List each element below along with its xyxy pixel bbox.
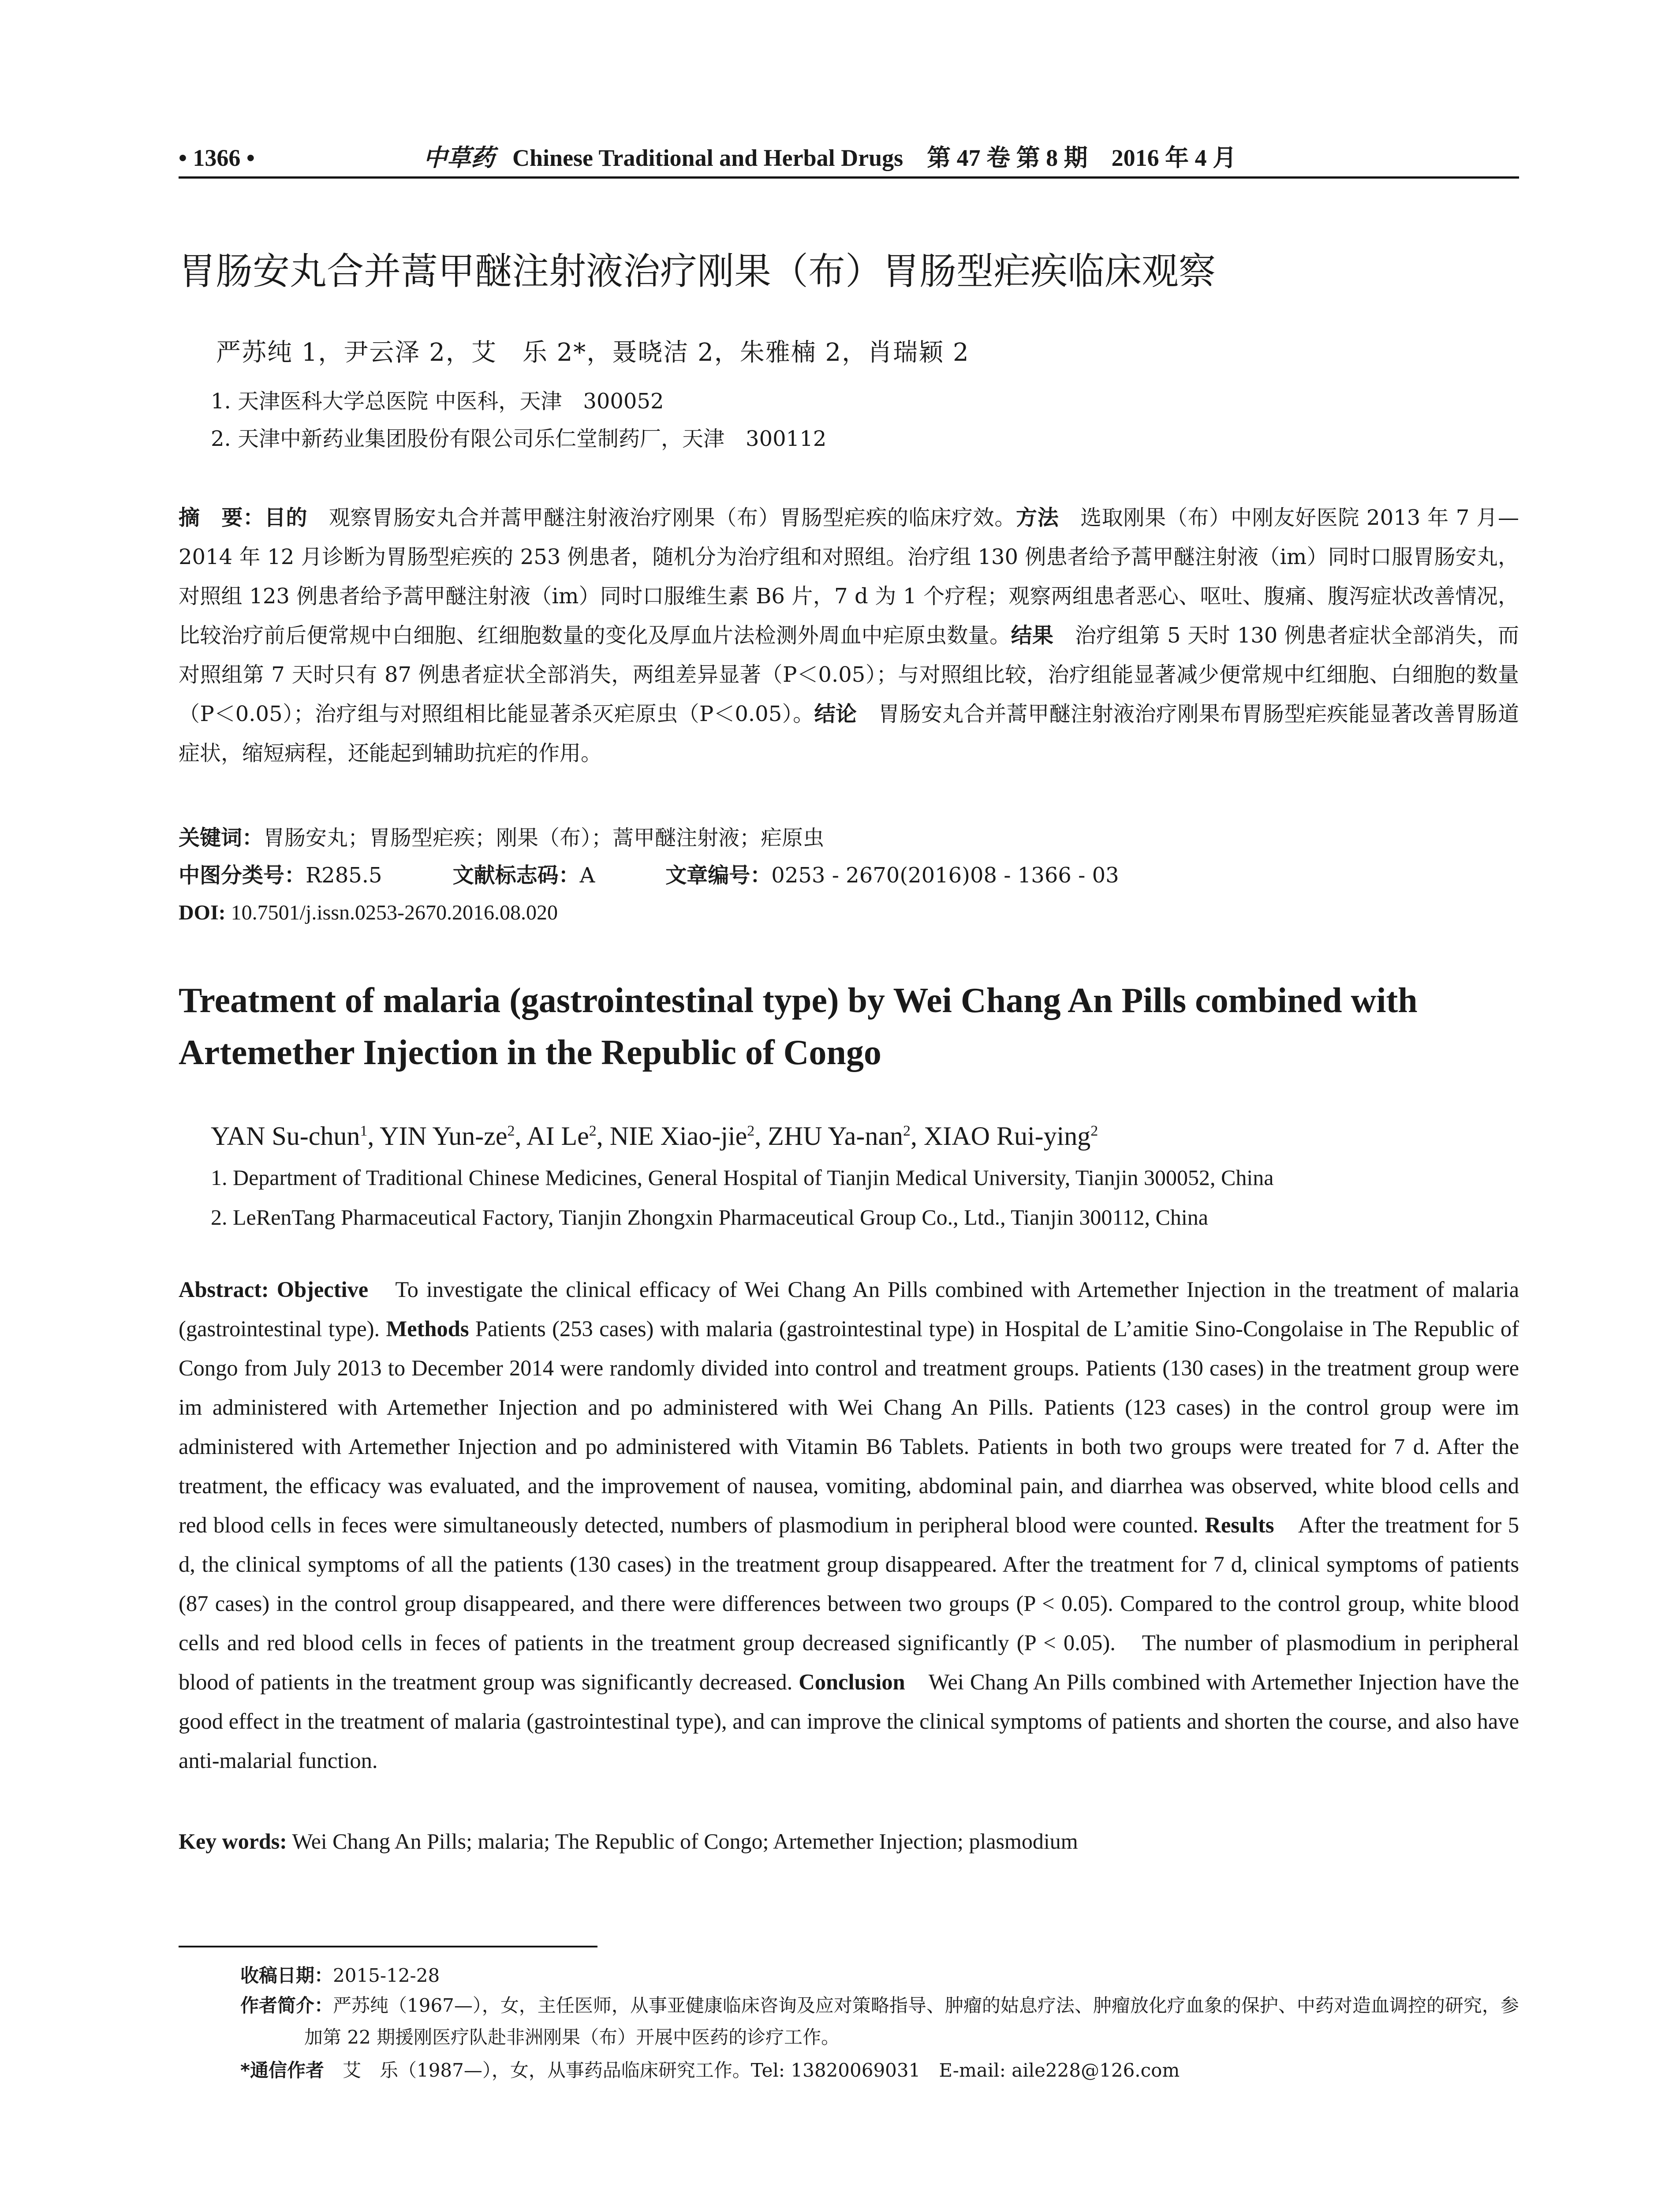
author-sup: 1 bbox=[360, 1123, 368, 1139]
author-sup: 2 bbox=[747, 1123, 755, 1139]
journal-line: Chinese Traditional and Herbal Drugs 第 47 卷 第 8 期 2016 年 4 月 bbox=[512, 145, 1237, 171]
english-abstract bbox=[179, 1270, 1519, 1780]
author-name: XIAO Rui-ying bbox=[923, 1121, 1091, 1151]
english-affiliation-2: 2. LeRenTang Pharmaceutical Factory, Tianjin Zhongxin Pharmaceutical Group Co., Ltd., Tianjin 300112, China bbox=[211, 1205, 1208, 1230]
conclusion-label: Conclusion bbox=[799, 1670, 905, 1694]
journal-logo: 中草药 bbox=[423, 145, 495, 171]
keywords-text: 胃肠安丸；胃肠型疟疾；刚果（布）；蒿甲醚注射液；疟原虫 bbox=[263, 826, 825, 850]
conclusion-label: 结论 bbox=[814, 702, 857, 726]
keywords-text: Wei Chang An Pills; malaria; The Republic of Congo; Artemether Injection; plasmodium bbox=[287, 1829, 1078, 1854]
keywords-label: 关键词： bbox=[179, 826, 264, 850]
chinese-authors: 严苏纯 1，尹云泽 2，艾 乐 2*，聂晓洁 2，朱雅楠 2，肖瑞颖 2 bbox=[216, 338, 970, 367]
doi-link[interactable]: 10.7501/j.issn.0253-2670.2016.08.020 bbox=[231, 901, 558, 924]
author-sup: 2 bbox=[903, 1123, 911, 1139]
corresponding-author bbox=[240, 2055, 1180, 2086]
article-no-value: 0253 - 2670(2016)08 - 1366 - 03 bbox=[771, 863, 1119, 888]
english-title: Treatment of malaria (gastrointestinal type) by Wei Chang An Pills combined with Artemether Injection in the Republic of Congo bbox=[179, 981, 1418, 1072]
keywords-label: Key words: bbox=[179, 1829, 287, 1854]
author-name: YAN Su-chun bbox=[211, 1121, 360, 1151]
author-name: NIE Xiao-jie bbox=[609, 1121, 747, 1151]
received-value: 2015-12-28 bbox=[333, 1965, 440, 1986]
chinese-abstract bbox=[179, 498, 1519, 773]
conclusion-text: Wei Chang An Pills combined with Artemether Injection have the good effect in the treatment of malaria (gastrointestinal type), and can improve the clinical symptoms of patients and shorten the course, and also have anti-malarial function. bbox=[179, 1670, 1519, 1773]
english-affiliation-1: 1. Department of Traditional Chinese Medicines, General Hospital of Tianjin Medical University, Tianjin 300052, China bbox=[211, 1165, 1274, 1190]
footnote-divider bbox=[179, 1946, 597, 1947]
page-number: • 1366 • bbox=[179, 145, 255, 171]
article-no-label: 文章编号： bbox=[665, 863, 772, 888]
results-text: After the treatment for 5 d, the clinical symptoms of all the patients (130 cases) in the treatment group disappeared. After the treatment for 7 d, clinical symptoms of patients (87 cases) in the control group disappeared, and there were differences between two groups (P < 0.05). Compared to the control group, white blood cells and red blood cells in feces of patients in the treatment group decreased significantly (P < 0.05). The number of plasmodium in peripheral blood of patients in the treatment group was significantly decreased. bbox=[179, 1513, 1519, 1694]
abstract-label: Abstract: bbox=[179, 1277, 269, 1302]
english-keywords bbox=[179, 1824, 1078, 1859]
author-name: ZHU Ya-nan bbox=[768, 1121, 903, 1151]
received-date bbox=[240, 1960, 440, 1991]
header-divider bbox=[179, 176, 1519, 179]
doc-code-label: 文献标志码： bbox=[452, 863, 580, 888]
doi-line bbox=[179, 895, 558, 931]
objective-label: Objective bbox=[276, 1277, 369, 1302]
chinese-keywords bbox=[179, 820, 824, 856]
bio-label: 作者简介： bbox=[240, 1995, 333, 2016]
author-sup: 2 bbox=[589, 1123, 597, 1139]
english-authors: YAN Su-chun$^1$, YIN Yun-$ze^2$, AI Le$^2$, NIE Xiao-jie$^2$, ZHU Ya-nan$^2$, XIAO Rui-ying$^2$ bbox=[211, 1121, 1098, 1151]
objective-text: 观察胃肠安丸合并蒿甲醚注射液治疗刚果（布）胃肠型疟疾的临床疗效。 bbox=[307, 505, 1016, 530]
results-label: Results bbox=[1205, 1513, 1274, 1537]
running-header bbox=[179, 140, 1519, 176]
doc-code-value: A bbox=[579, 863, 595, 888]
corr-text: 艾 乐（1987—），女，从事药品临床研究工作。Tel: 13820069031 E-mail: aile228@126.com bbox=[324, 2059, 1180, 2081]
chinese-affiliation-1: 1. 天津医科大学总医院 中医科，天津 300052 bbox=[211, 389, 664, 414]
methods-text: 选取刚果（布）中刚友好医院 2013 年 7 月—2014 年 12 月诊断为胃肠型疟疾的 253 例患者，随机分为治疗组和对照组。治疗组 130 例患者给予蒿甲醚注射液（im）同时口服胃肠安丸，对照组 123 例患者给予蒿甲醚注射液（im）同时口服维生素 B6 片，7 d 为 1 个疗程；观察两组患者恶心、呕吐、腹痛、腹泻症状改善情况，比较治疗前后便常规中白细胞、红细胞数量的变化及厚血片法检测外周血中疟原虫数量。 bbox=[179, 505, 1519, 648]
objective-text: To investigate the clinical efficacy of Wei Chang An Pills combined with Artemether Injection in the treatment of malaria (gastrointestinal type). bbox=[179, 1277, 1519, 1341]
corr-label: *通信作者 bbox=[240, 2059, 324, 2081]
abstract-label: 摘 要： bbox=[179, 505, 265, 530]
methods-label: 方法 bbox=[1016, 505, 1059, 530]
author-sup: 2 bbox=[1090, 1123, 1098, 1139]
clc-value: R285.5 bbox=[306, 863, 382, 888]
received-label: 收稿日期： bbox=[240, 1965, 333, 1986]
methods-label: Methods bbox=[386, 1316, 469, 1341]
doi-label: DOI: bbox=[179, 901, 226, 924]
clc-label: 中图分类号： bbox=[179, 863, 306, 888]
objective-label: 目的 bbox=[264, 505, 308, 530]
chinese-affiliation-2: 2. 天津中新药业集团股份有限公司乐仁堂制药厂，天津 300112 bbox=[211, 426, 827, 451]
author-bio bbox=[240, 1990, 1519, 2053]
bio-text: 严苏纯（1967—），女，主任医师，从事亚健康临床咨询及应对策略指导、肿瘤的姑息疗法、肿瘤放化疗血象的保护、中药对造血调控的研究，参加第 22 期援刚医疗队赴非洲刚果（布）开展中医药的诊疗工作。 bbox=[304, 1995, 1519, 2048]
results-text: 治疗组第 5 天时 130 例患者症状全部消失，而对照组第 7 天时只有 87 例患者症状全部消失，两组差异显著（P＜0.05）；与对照组比较，治疗组能显著减少便常规中红细胞、白细胞的数量（P＜0.05）；治疗组与对照组相比能显著杀灭疟原虫（P＜0.05）。 bbox=[179, 623, 1519, 726]
chinese-title: 胃肠安丸合并蒿甲醚注射液治疗刚果（布）胃肠型疟疾临床观察 bbox=[179, 250, 1216, 293]
classification-line bbox=[179, 858, 1119, 893]
author-sup: 2 bbox=[507, 1123, 515, 1139]
methods-text: Patients (253 cases) with malaria (gastrointestinal type) in Hospital de L’amitie Sino-Congolaise in The Republic of Congo from July 2013 to December 2014 were randomly divided into control and treatment groups. Patients (130 cases) in the treatment group were im administered with Artemether Injection and po administered with Wei Chang An Pills. Patients (123 cases) in the control group were im administered with Artemether Injection and po administered with Vitamin B6 Tablets. Patients in both two groups were treated for 7 d. After the treatment, the efficacy was evaluated, and the improvement of nausea, vomiting, abdominal pain, and diarrhea was observed, white blood cells and red blood cells in feces were simultaneously detected, numbers of plasmodium in peripheral blood were counted. bbox=[179, 1316, 1519, 1537]
journal-info bbox=[423, 140, 1236, 176]
author-name: YIN Yun-ze bbox=[380, 1121, 508, 1151]
author-name: AI Le bbox=[526, 1121, 589, 1151]
conclusion-text: 胃肠安丸合并蒿甲醚注射液治疗刚果布胃肠型疟疾能显著改善胃肠道症状，缩短病程，还能起到辅助抗疟的作用。 bbox=[179, 702, 1519, 766]
results-label: 结果 bbox=[1011, 623, 1054, 648]
